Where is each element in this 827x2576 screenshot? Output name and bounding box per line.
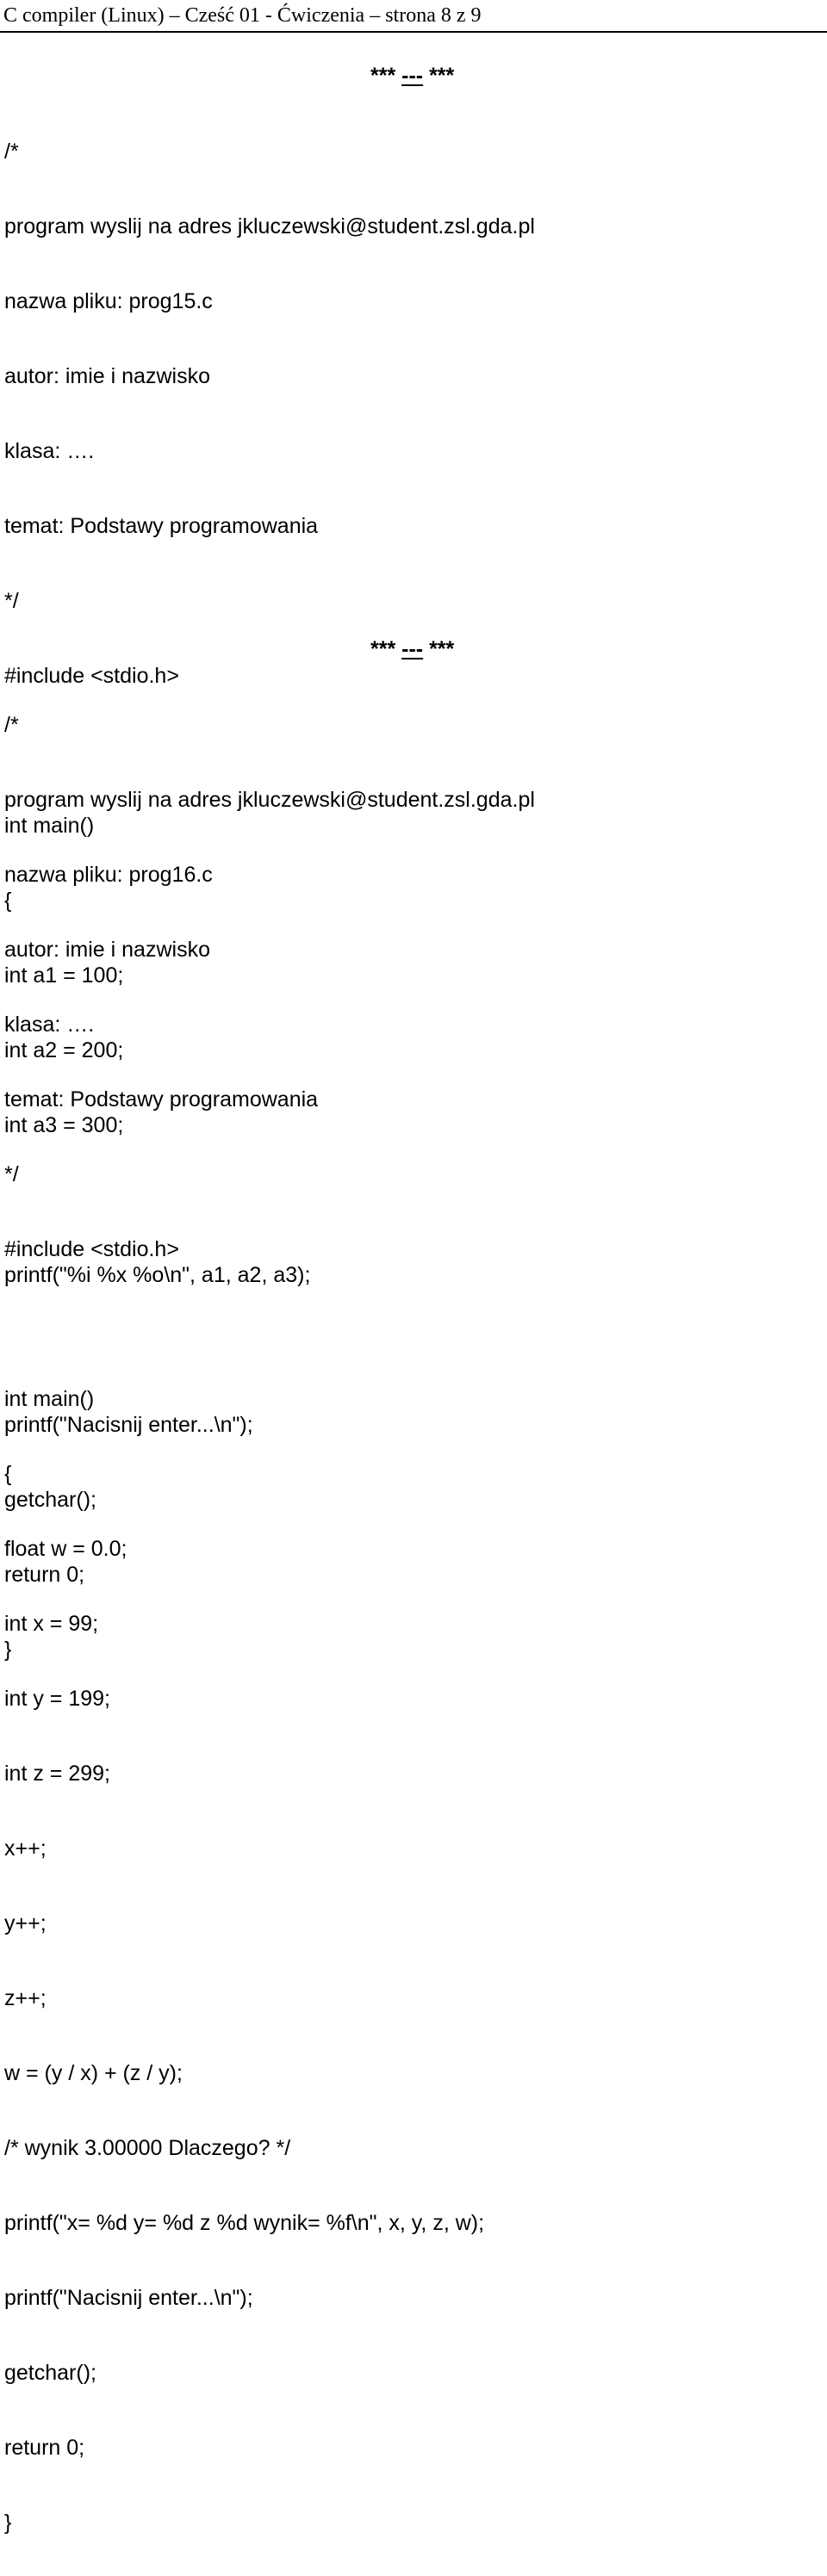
- code-line: printf("%i %x %o\n", a1, a2, a3);: [4, 1263, 311, 1287]
- section-separator: [370, 637, 454, 661]
- header-divider: [0, 31, 827, 33]
- code-line: */: [4, 1162, 19, 1186]
- code-line: printf("Nacisnij enter...\n");: [4, 2286, 253, 2310]
- code-line: nazwa pliku: prog15.c: [4, 289, 213, 313]
- code-line: int y = 199;: [4, 1687, 110, 1711]
- code-line: */: [4, 589, 19, 613]
- code-line: {: [4, 1462, 12, 1486]
- code-line: autor: imie i nazwisko: [4, 364, 210, 388]
- code-line: #include <stdio.h>: [4, 1237, 179, 1261]
- code-line: z++;: [4, 1986, 47, 2010]
- code-line: int a1 = 100;: [4, 963, 124, 988]
- code-line: int a2 = 200;: [4, 1038, 124, 1062]
- page-header: C compiler (Linux) – Cześć 01 - Ćwiczenia – strona 8 z 9: [3, 4, 482, 27]
- separator-stars-right: ***: [423, 637, 455, 661]
- code-line: w = (y / x) + (z / y);: [4, 2061, 183, 2085]
- code-line: int main(): [4, 814, 95, 838]
- code-line: getchar();: [4, 1488, 96, 1512]
- code-line: getchar();: [4, 2361, 96, 2385]
- code-line: klasa: ….: [4, 439, 95, 463]
- code-line: int main(): [4, 1387, 95, 1411]
- code-line: printf("x= %d y= %d z %d wynik= %f\n", x, y, z, w);: [4, 2211, 485, 2235]
- code-line: int z = 299;: [4, 1762, 110, 1786]
- code-line: {: [4, 889, 12, 913]
- code-line: y++;: [4, 1911, 47, 1935]
- code-line: int x = 99;: [4, 1612, 99, 1636]
- blank-line: [4, 1312, 535, 1337]
- code-line: autor: imie i nazwisko: [4, 938, 210, 962]
- code-line: #include <stdio.h>: [4, 664, 179, 688]
- code-line: return 0;: [4, 2436, 85, 2460]
- code-line: printf("Nacisnij enter...\n");: [4, 1413, 253, 1437]
- code-line: /*: [4, 713, 19, 737]
- code-line: nazwa pliku: prog16.c: [4, 863, 213, 887]
- code-line: klasa: ….: [4, 1012, 95, 1037]
- code-line: temat: Podstawy programowania: [4, 514, 319, 538]
- code-line: program wyslij na adres jkluczewski@student.zsl.gda.pl: [4, 214, 535, 238]
- code-line: }: [4, 2511, 12, 2535]
- code-line: }: [4, 1638, 12, 1662]
- code-line: /* wynik 3.00000 Dlaczego? */: [4, 2136, 291, 2160]
- code-line: int a3 = 300;: [4, 1113, 124, 1137]
- separator-dashes: ---: [401, 64, 424, 88]
- code-line: float w = 0.0;: [4, 1537, 127, 1561]
- separator-dashes: ---: [401, 637, 424, 661]
- code-line: program wyslij na adres jkluczewski@student.zsl.gda.pl: [4, 788, 535, 812]
- code-line: temat: Podstawy programowania: [4, 1087, 319, 1112]
- program-16-code: [4, 663, 535, 2576]
- separator-stars-left: ***: [370, 64, 402, 88]
- separator-stars-left: ***: [370, 637, 402, 661]
- section-separator: [370, 64, 454, 88]
- separator-stars-right: ***: [423, 64, 455, 88]
- code-line: x++;: [4, 1836, 47, 1861]
- code-line: return 0;: [4, 1563, 85, 1587]
- code-line: /*: [4, 139, 19, 164]
